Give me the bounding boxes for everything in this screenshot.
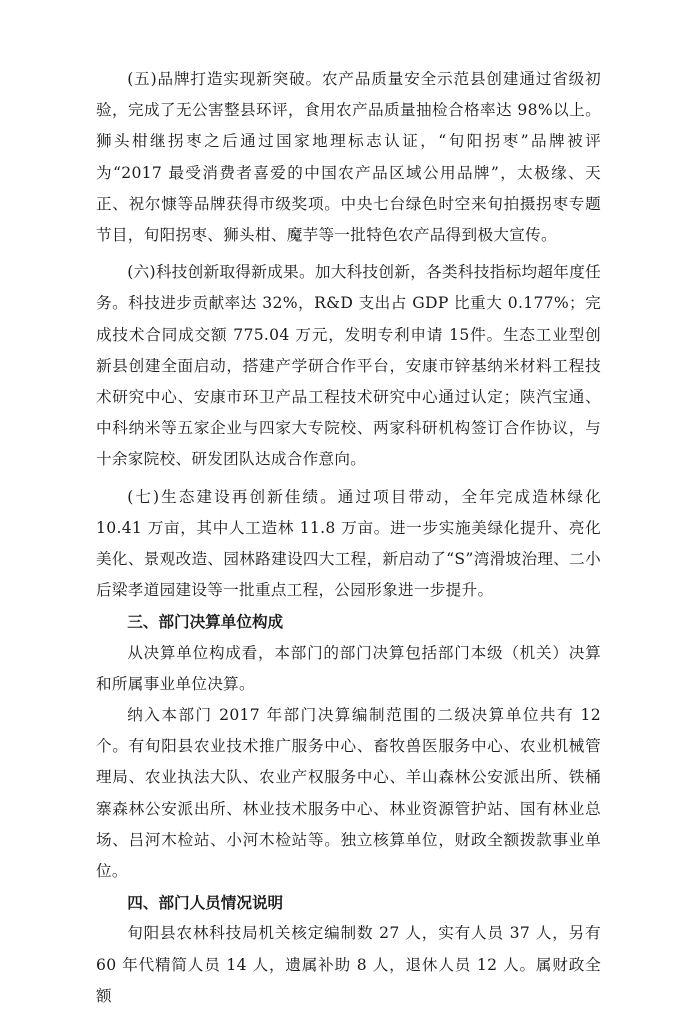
- paragraph-staff: 旬阳县农林科技局机关核定编制数 27 人，实有人员 37 人，另有 60 年代精简人员 14 人，遗属补助 8 人，退休人员 12 人。属财政全额: [96, 924, 601, 1005]
- paragraph-unit-composition: 从决算单位构成看，本部门的部门决算包括部门本级（机关）决算和所属事业单位决算。: [96, 643, 601, 693]
- paragraph-eco-construction: (七)生态建设再创新佳绩。通过项目带动，全年完成造林绿化 10.41 万亩，其中人工造林 11.8 万亩。进一步实施美绿化提升、亮化美化、景观改造、园林路建设四大工程，新启动了“S”湾滑坡治理、二小后梁孝道园建设等一批重点工程，公园形象进一步提升。: [96, 487, 601, 600]
- document-page: [96, 64, 601, 1012]
- paragraph-secondary-units: 纳入本部门 2017 年部门决算编制范围的二级决算单位共有 12 个。有旬阳县农业技术推广服务中心、畜牧兽医服务中心、农业机械管理局、农业执法大队、农业产权服务中心、羊山森林公安派出所、铁桶寨森林公安派出所、林业技术服务中心、林业资源管护站、国有林业总场、吕河木检站、小河木检站等。独立核算单位，财政全额拨款事业单位。: [96, 706, 601, 881]
- paragraph-tech-innovation: (六)科技创新取得新成果。加大科技创新，各类科技指标均超年度任务。科技进步贡献率达 32%，R&D 支出占 GDP 比重大 0.177%；完成技术合同成交额 775.04 万元，发明专利申请 15件。生态工业型创新县创建全面启动，搭建产学研合作平台，安康市锌基纳米材料工程技术研究中心、安康市环卫产品工程技术研究中心通过认定；陕汽宝通、中科纳米等五家企业与四家大专院校、两家科研机构签订合作协议，与十余家院校、研发团队达成合作意向。: [96, 263, 601, 469]
- paragraph-brand-building: (五)品牌打造实现新突破。农产品质量安全示范县创建通过省级初验，完成了无公害整县环评，食用农产品质量抽检合格率达 98%以上。狮头柑继拐枣之后通过国家地理标志认证，“旬阳拐枣”品牌被评为“2017 最受消费者喜爱的中国农产品区域公用品牌”，太极缘、天正、祝尔慷等品牌获得市级奖项。中央七台绿色时空来旬拍摄拐枣专题节目，旬阳拐枣、狮头柑、魔芋等一批特色农产品得到极大宣传。: [96, 70, 601, 245]
- section-heading-staff: 四、部门人员情况说明: [127, 893, 284, 913]
- section-heading-unit-composition: 三、部门决算单位构成: [127, 612, 284, 632]
